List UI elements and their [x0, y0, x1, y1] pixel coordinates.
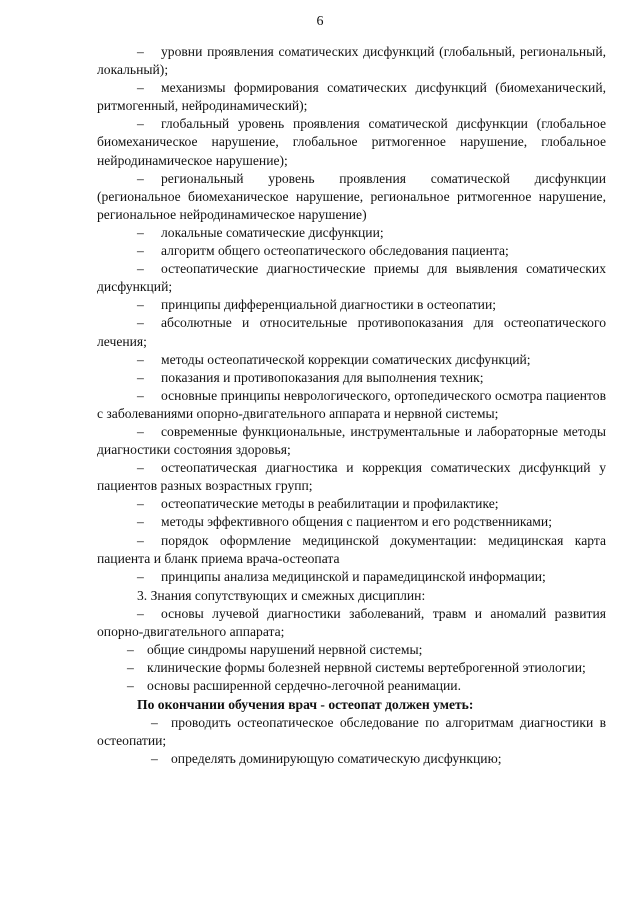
list-item-text: локальные соматические дисфункции; [161, 224, 384, 240]
list-item-text: проводить остеопатическое обследование по алгоритмам диагностики в остеопатии; [97, 715, 606, 749]
list-item [97, 714, 606, 750]
list-item-text: порядок оформление медицинской документации: медицинская карта пациента и бланк приема врача-остеопата [97, 532, 606, 566]
skills-list [97, 714, 606, 768]
list-item [97, 387, 606, 423]
list-item [97, 314, 606, 350]
list-item-text: основы расширенной сердечно-легочной реанимации. [147, 678, 461, 694]
list-item-text: методы остеопатической коррекции соматических дисфункций; [161, 351, 531, 367]
list-item [97, 532, 606, 568]
bullet-dash: – [137, 568, 144, 584]
list-item-text: механизмы формирования соматических дисфункций (биомеханический, ритмогенный, нейродинамический); [97, 80, 606, 114]
list-item-text: принципы анализа медицинской и парамедицинской информации; [161, 568, 546, 584]
list-item [97, 423, 606, 459]
list-item-text: определять доминирующую соматическую дисфункцию; [171, 751, 502, 767]
bullet-dash: – [137, 496, 144, 512]
bullet-dash: – [151, 751, 158, 767]
list-item [97, 750, 606, 768]
list-item [97, 459, 606, 495]
bullet-dash: – [137, 80, 144, 96]
skills-heading: По окончании обучения врач - остеопат должен уметь: [137, 697, 474, 713]
document-body [97, 43, 606, 769]
list-item [97, 641, 606, 659]
list-item [97, 677, 606, 695]
list-item-text: методы эффективного общения с пациентом и его родственниками; [161, 514, 552, 530]
bullet-dash: – [127, 660, 134, 676]
list-item [97, 659, 606, 677]
list-item [97, 495, 606, 513]
bullet-dash: – [137, 170, 144, 186]
list-item [97, 351, 606, 369]
bullet-dash: – [137, 116, 144, 132]
list-item-text: показания и противопоказания для выполнения техник; [161, 369, 484, 385]
bullet-dash: – [127, 642, 134, 657]
list-item-text: алгоритм общего остеопатического обследования пациента; [161, 243, 509, 259]
list-item [97, 43, 606, 79]
list-item [97, 296, 606, 314]
list-item [97, 224, 606, 242]
list-item-text: региональный уровень проявления соматической дисфункции (региональное биомеханическое нарушение, региональное ритмогенное нарушение, региональное нейродинамическое нарушение) [97, 170, 606, 222]
bullet-dash: – [137, 605, 144, 621]
list-item-text: принципы дифференциальной диагностики в остеопатии; [161, 297, 496, 313]
bullet-dash: – [137, 297, 144, 313]
list-item [97, 513, 606, 531]
list-item-text: общие синдромы нарушений нервной системы; [147, 642, 423, 657]
section-3-title: 3. Знания сопутствующих и смежных дисциплин: [137, 587, 426, 603]
bullet-dash: – [137, 243, 144, 259]
list-item [97, 242, 606, 260]
bullet-dash: – [137, 315, 144, 331]
list-item [97, 568, 606, 586]
list-item [97, 260, 606, 296]
list-item-text: остеопатическая диагностика и коррекция соматических дисфункций у пациентов разных возрастных групп; [97, 460, 606, 494]
list-item [97, 170, 606, 224]
list-item-text: остеопатические диагностические приемы для выявления соматических дисфункций; [97, 261, 606, 295]
list-item-text: клинические формы болезней нервной системы вертеброгенной этиологии; [147, 660, 586, 676]
list-item [97, 605, 606, 641]
list-item-text: современные функциональные, инструментальные и лабораторные методы диагностики состояния здоровья; [97, 423, 606, 458]
bullet-dash: – [137, 351, 144, 367]
page-number: 6 [316, 14, 324, 29]
list-item-text: абсолютные и относительные противопоказания для остеопатического лечения; [97, 315, 606, 349]
list-item-text: уровни проявления соматических дисфункций (глобальный, региональный, локальный); [97, 44, 606, 78]
knowledge-list [97, 43, 606, 586]
list-item-text: остеопатические методы в реабилитации и профилактике; [161, 496, 499, 512]
related-disciplines-list [97, 605, 606, 695]
bullet-dash: – [137, 460, 144, 476]
bullet-dash: – [137, 224, 144, 240]
bullet-dash: – [137, 369, 144, 385]
bullet-dash: – [137, 514, 144, 530]
bullet-dash: – [137, 387, 144, 403]
list-item-text: основные принципы неврологического, ортопедического осмотра пациентов с заболеваниями опорно-двигательного аппарата и нервной системы; [97, 387, 606, 421]
list-item [97, 369, 606, 387]
bullet-dash: – [151, 715, 158, 731]
bullet-dash: – [137, 532, 144, 548]
bullet-dash: – [137, 44, 144, 59]
bullet-dash: – [127, 678, 134, 694]
bullet-dash: – [137, 261, 144, 277]
list-item-text: основы лучевой диагностики заболеваний, травм и аномалий развития опорно-двигательного аппарата; [97, 605, 606, 639]
bullet-dash: – [137, 423, 144, 439]
list-item [97, 79, 606, 115]
list-item-text: глобальный уровень проявления соматической дисфункции (глобальное биомеханическое нарушение, глобальное ритмогенное нарушение, глобальное нейродинамическое нарушение); [97, 116, 606, 168]
list-item [97, 115, 606, 169]
